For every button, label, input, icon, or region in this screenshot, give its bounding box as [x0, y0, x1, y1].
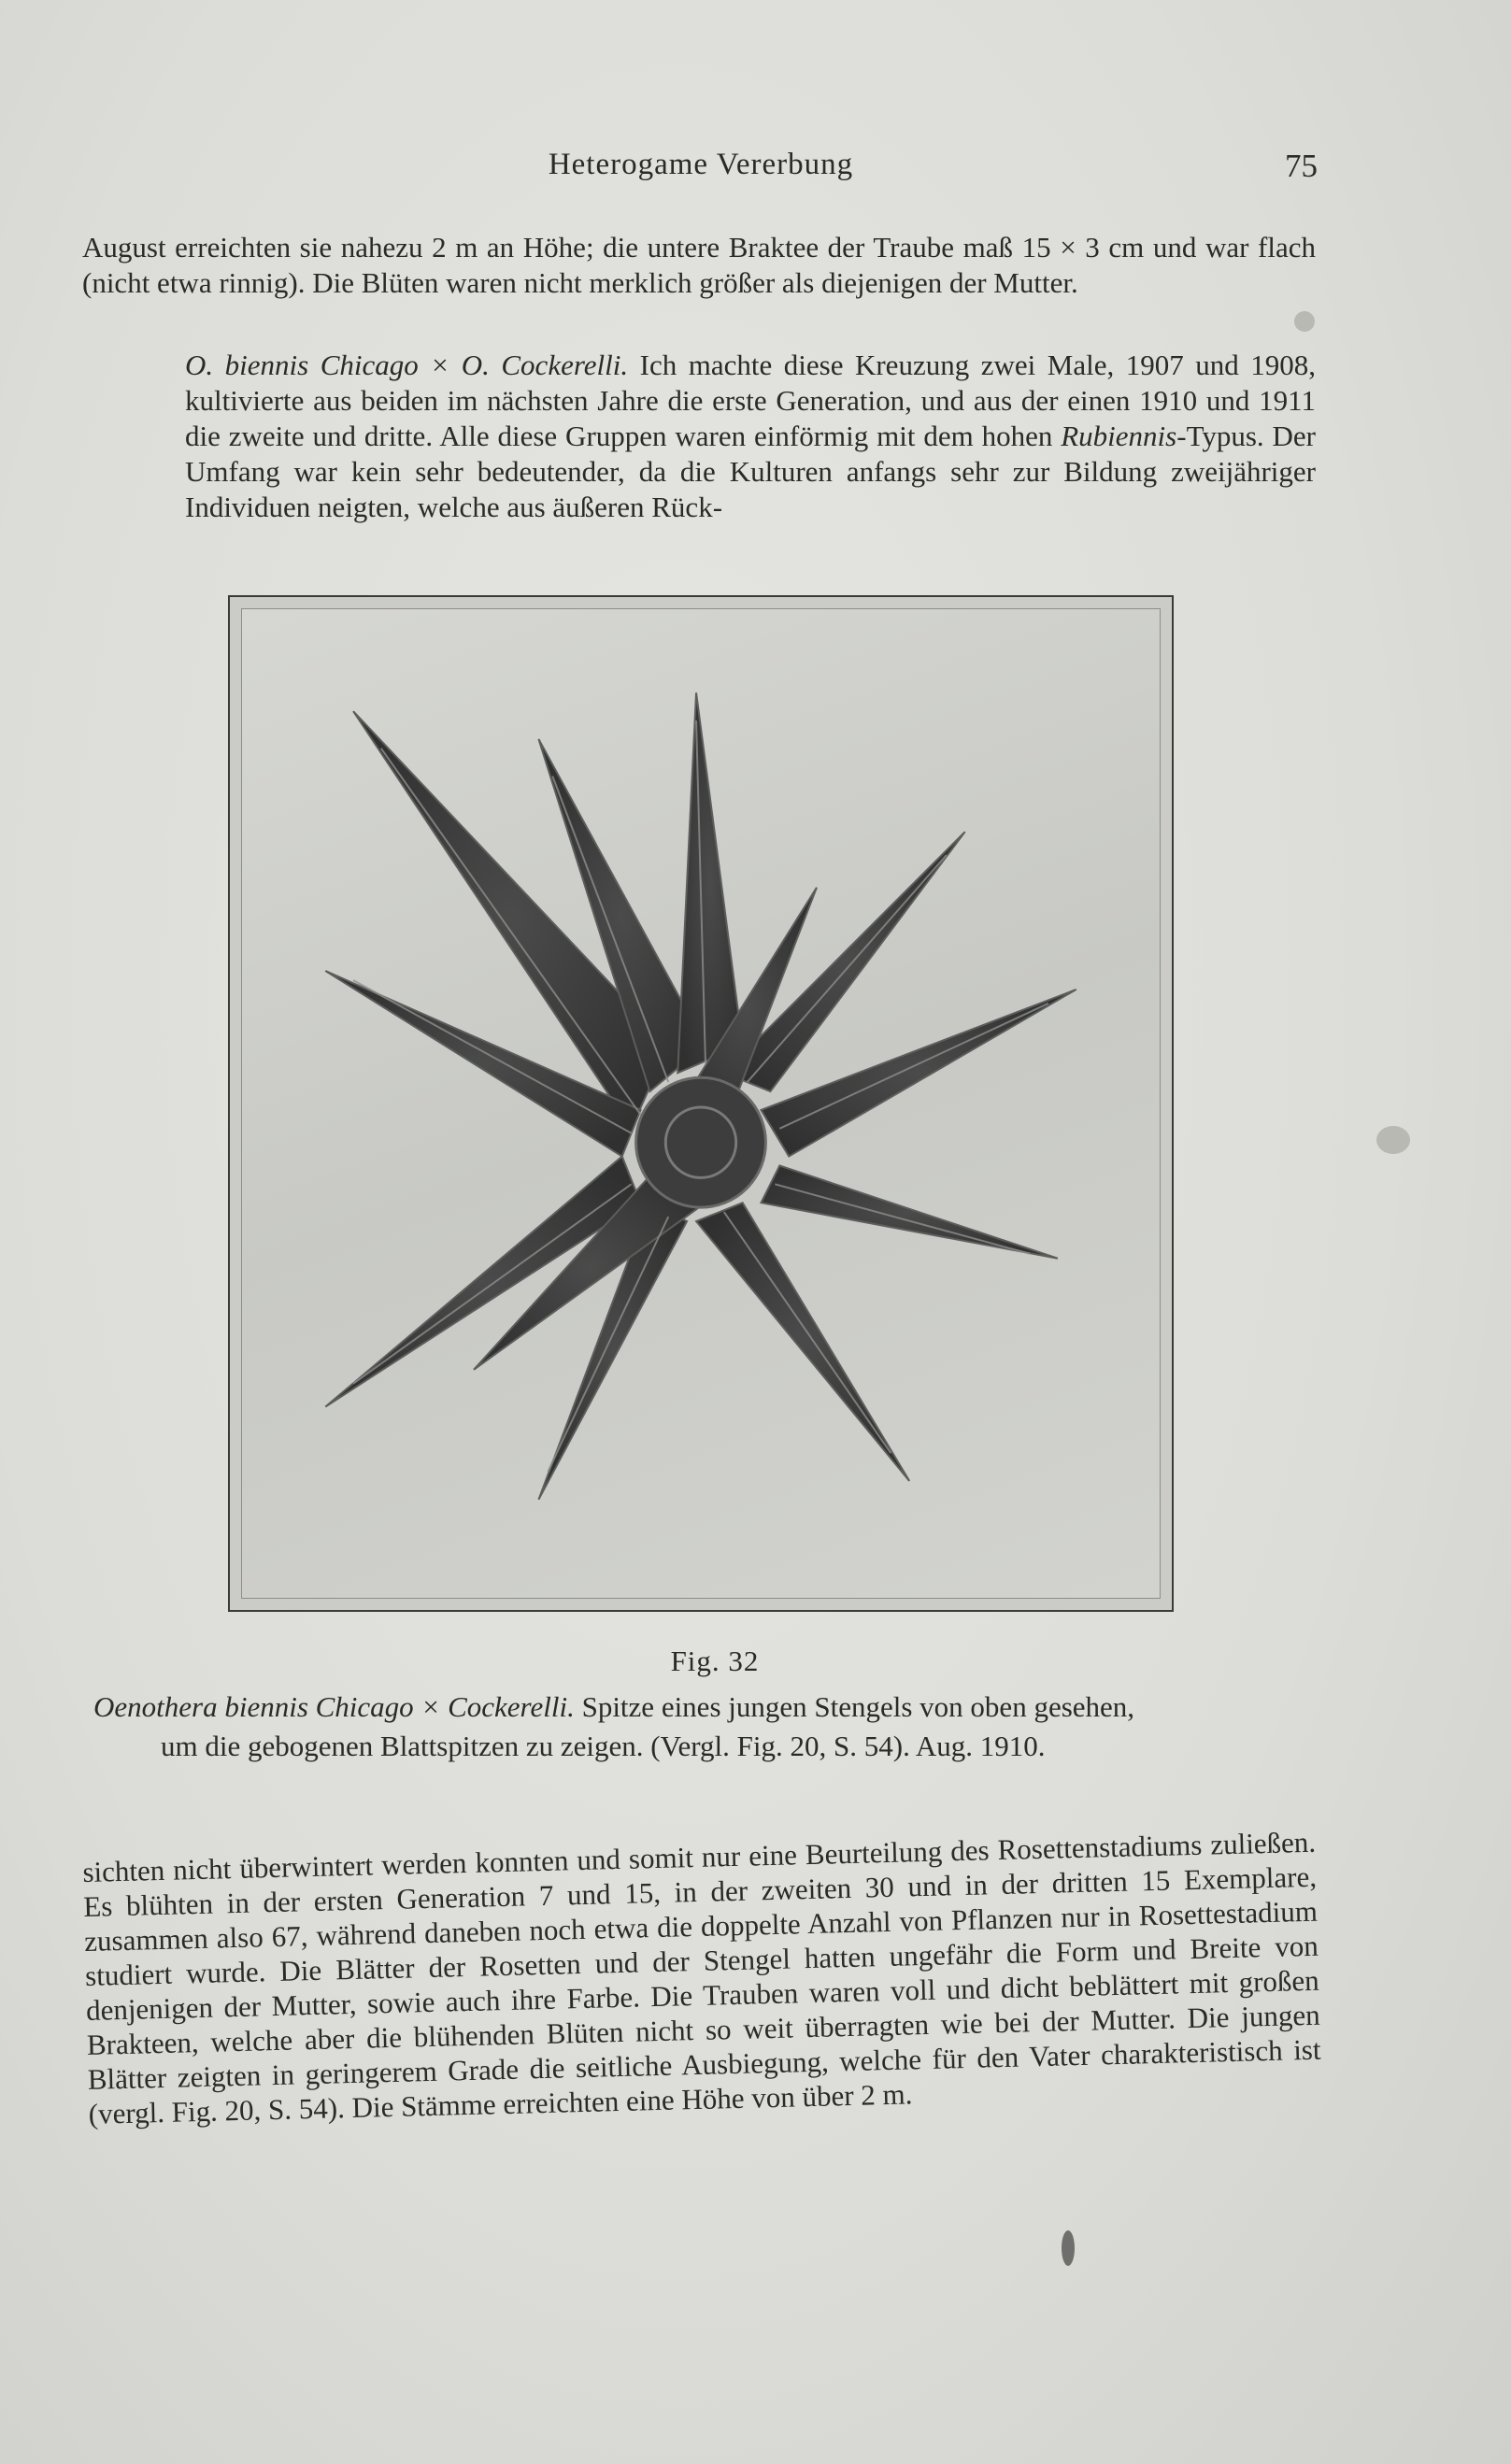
cross-name: O. biennis Chicago × O. Cockerelli. — [185, 349, 629, 381]
caption-species: Oenothera biennis Chicago × Cockerelli. — [93, 1690, 575, 1723]
caption-line-1 — [93, 1688, 1318, 1727]
running-title: Heterogame Vererbung — [548, 148, 854, 181]
figure-photo-frame — [228, 595, 1174, 1612]
paragraph-3-text: sichten nicht überwintert werden konnten und somit nur eine Beurteilung des Rosettenstadiums zuließen. Es blühten in der ersten Generation 7 und 15, in der zweiten 30 und in der dritten 15 Exemplare, zusammen also 67, während daneben noch etwa die doppelte Anzahl von Pflanzen nur in Rosettestadium studiert wurde. Die Blätter der Rosetten und der Stengel hatten ungefähr die Form und Breite von denjenigen der Mutter, sowie auch ihre Farbe. Die Trauben waren voll und dicht beblättert mit großen Brakteen, welche aber die blühenden Blüten nicht so weit überragten wie bei der Mutter. Die jungen Blätter zeigten in geringerem Grade die seitliche Ausbiegung, welche für den Vater charakteristisch ist (vergl. Fig. 20, S. 54). Die Stämme erreichten eine Höhe von über 2 m. — [82, 1825, 1321, 2130]
figure-photo — [241, 608, 1161, 1599]
type-name: Rubiennis — [1061, 420, 1177, 452]
caption-text: Spitze eines jungen Stengels von oben gesehen, — [581, 1690, 1135, 1723]
leaf-shape — [677, 692, 742, 1073]
figure-label: Fig. 32 — [670, 1645, 760, 1677]
plant-rosette-photo — [242, 609, 1160, 1598]
paragraph-3 — [82, 1825, 1322, 2131]
paragraph-2-text-after: -Typus. Der Umfang war kein sehr bedeutender, da die Kulturen anfangs sehr zur Bildung zweijähriger Individuen neigten, welche aus äußeren Rück- — [185, 420, 1317, 523]
leaf-shape — [696, 1203, 909, 1481]
paragraph-2-body — [82, 348, 1316, 525]
paper-stain — [1294, 311, 1315, 332]
caption-line-2: um die gebogenen Blattspitzen zu zeigen. (Vergl. Fig. 20, S. 54). Aug. 1910. — [161, 1730, 1046, 1762]
rosette-center — [636, 1077, 766, 1207]
page-number: 75 — [1285, 148, 1318, 184]
figure-caption — [93, 1688, 1318, 1766]
paper-stain — [1062, 2230, 1075, 2266]
paragraph-2 — [82, 348, 1316, 525]
page-header — [84, 148, 1318, 194]
paragraph-2-text: Ich machte diese Kreuzung zwei Male, 1907 und 1908, kultivierte aus beiden im nächsten Jahre die erste Generation, und aus der einen 1910 und 1911 die zweite und dritte. Alle diese Gruppen waren einförmig mit dem hohen — [185, 349, 1317, 452]
leaf-shape — [761, 1165, 1057, 1258]
paragraph-1-text: August erreichten sie nahezu 2 m an Höhe; die untere Braktee der Traube maß 15 × 3 cm und war flach (nicht etwa rinnig). Die Blüten waren nicht merklich größer als diejenigen der Mutter. — [82, 231, 1316, 299]
paper-stain — [1376, 1126, 1410, 1154]
paragraph-1 — [82, 230, 1316, 301]
